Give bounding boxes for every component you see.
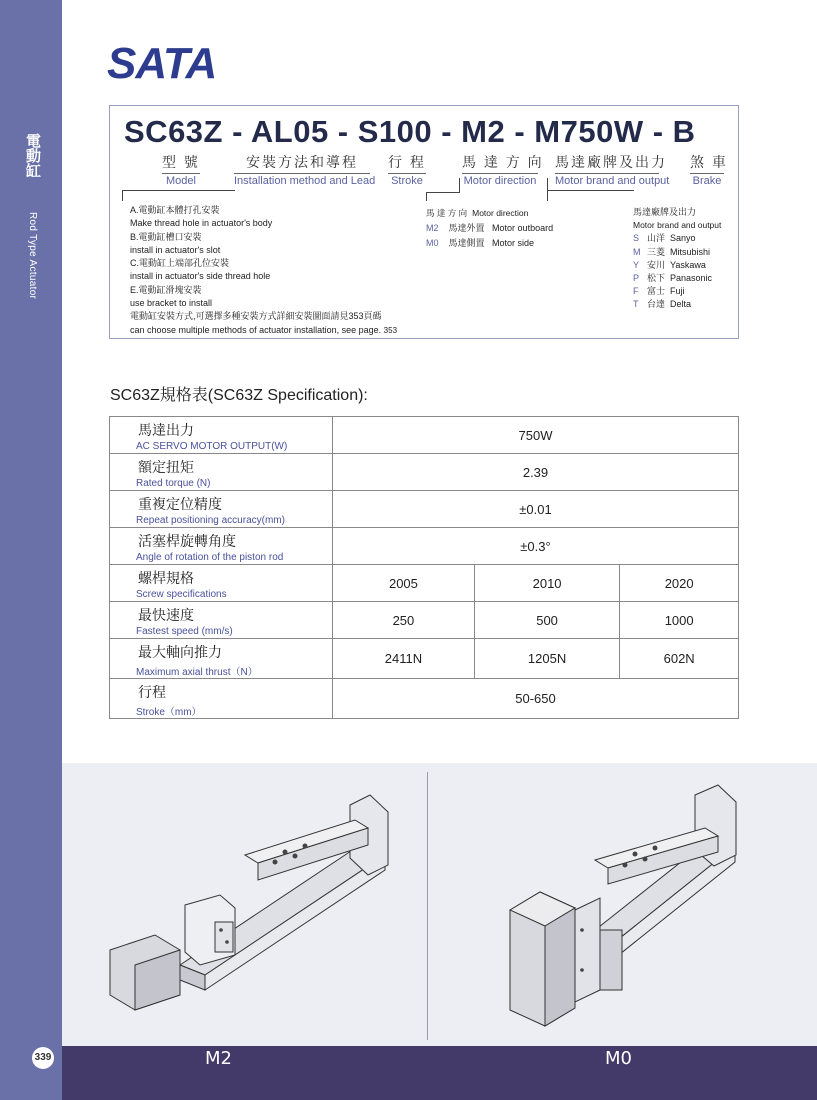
spec-table (109, 416, 739, 719)
label-installation: 安裝方法和導程 Installation method and Lead (234, 154, 376, 187)
sidebar-title-en: Rod Type Actuator (27, 212, 38, 300)
table-row: 螺桿規格 Screw specifications 2005 2010 2020 (110, 565, 739, 602)
sidebar-title-zh: 電動缸 (24, 133, 41, 178)
table-row: 活塞桿旋轉角度 Angle of rotation of the piston rod ±0.3° (110, 528, 739, 565)
image-label-m2: M2 (205, 1048, 232, 1069)
installation-methods: A.電動缸本體打孔安裝 Make thread hole in actuator's body B.電動缸槽口安裝 install in actuator's slot C.電動缸上端部孔位安裝 install in actuator's side thread hole E.電動缸滑塊安裝 use bracket to install 電動缸安裝方式,可選擇多種安裝方式詳細安裝圖面請見353頁碼 can choose multiple methods of actuator installation, see page. 353 (130, 205, 398, 335)
label-motor-direction: 馬 達 方 向 Motor direction (462, 154, 544, 187)
page-number: 339 (32, 1047, 54, 1069)
table-row: 重複定位精度 Repeat positioning accuracy(mm) ±0.01 (110, 491, 739, 528)
connector-brand-h (547, 190, 634, 201)
table-row: 額定扭矩 Rated torque (N) 2.39 (110, 454, 739, 491)
table-row: 最大軸向推力 Maximum axial thrust（N） 2411N 1205N 602N (110, 639, 739, 679)
connector-direction-h (426, 192, 460, 201)
table-row: 最快速度 Fastest speed (mm/s) 250 500 1000 (110, 602, 739, 639)
label-motor-brand: 馬達廠牌及出力 Motor brand and output (555, 154, 670, 187)
connector-installation (122, 190, 235, 201)
label-stroke: 行 程 Stroke (388, 154, 426, 187)
table-row: 馬達出力 AC SERVO MOTOR OUTPUT(W) 750W (110, 417, 739, 454)
sata-logo (107, 40, 225, 84)
footer-band (62, 1046, 817, 1100)
label-brake: 煞 車 Brake (690, 154, 728, 187)
spec-title: SC63Z規格表(SC63Z Specification): (110, 387, 368, 404)
label-model: 型 號 Model (162, 154, 200, 187)
image-label-m0: M0 (605, 1048, 632, 1069)
model-code-title: SC63Z - AL05 - S100 - M2 - M750W - B (124, 114, 696, 149)
logo-text: SATA (107, 40, 217, 84)
connector-direction (459, 178, 460, 193)
actuator-m2-image (100, 790, 400, 1020)
motor-direction-list: 馬 達 方 向 Motor direction M2 馬達外置 Motor outboard M0 馬達側置 Motor side (426, 208, 554, 248)
image-divider (427, 772, 428, 1040)
motor-brand-list: 馬達廠牌及出力 Motor brand and output S 山洋 Sanyo M 三菱 Mitsubishi Y 安川 Yaskawa P 松下 Panasonic F 富士 Fuji T 台達 Delta (633, 207, 722, 310)
table-row: 行程 Stroke（mm） 50-650 (110, 679, 739, 719)
model-code-box (109, 105, 739, 339)
actuator-m0-image (500, 780, 760, 1030)
